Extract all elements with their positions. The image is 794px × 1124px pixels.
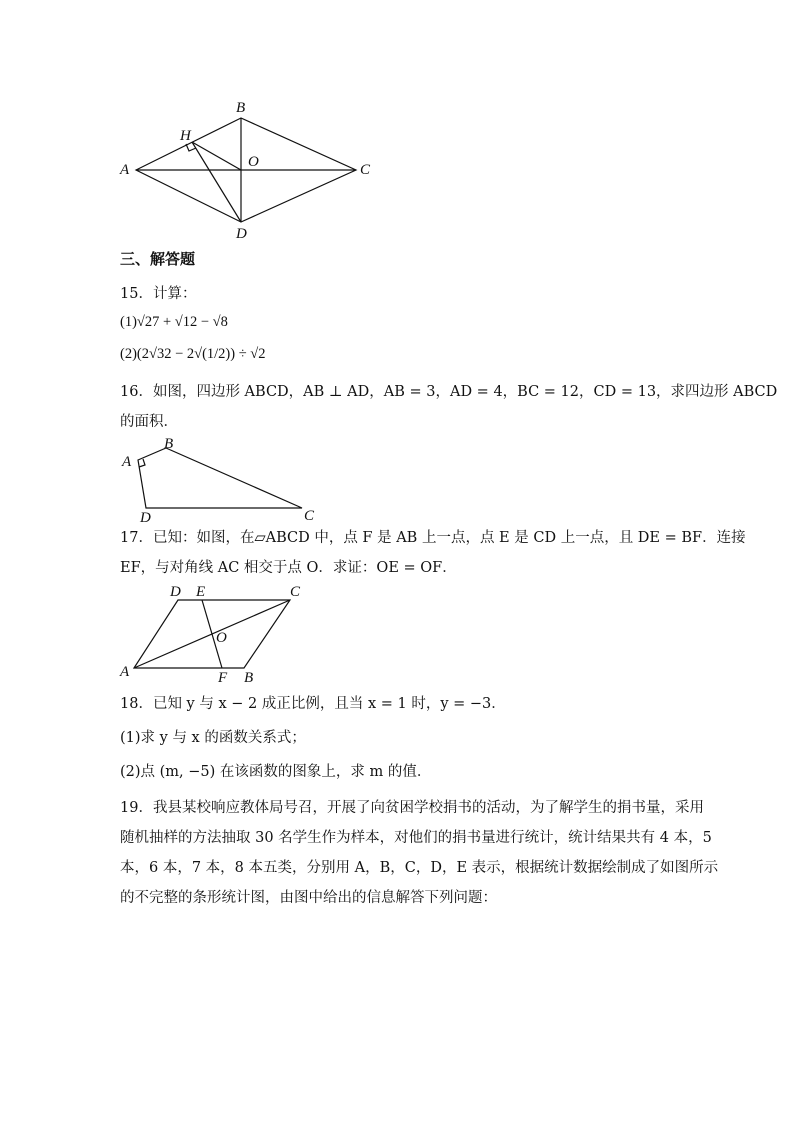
q16-line1: 16．如图，四边形 ABCD，AB ⊥ AD，AB = 3，AD = 4，BC = 12，CD = 13，求四边形 ABCD — [120, 384, 778, 400]
label-o: O — [248, 154, 259, 170]
label-b: B — [244, 670, 254, 684]
q15-stem: 15．计算： — [120, 286, 197, 302]
q19-line1: 19．我县某校响应教体局号召，开展了向贫困学校捐书的活动，为了解学生的捐书量，采用 — [120, 800, 704, 816]
label-f: F — [218, 670, 228, 684]
label-h: H — [180, 128, 191, 144]
label-c: C — [290, 584, 301, 600]
label-b: B — [236, 100, 246, 116]
segment-ho — [192, 142, 241, 170]
q18-part2: (2)点 (m, −5) 在该函数的图象上，求 m 的值． — [120, 764, 432, 780]
q17-line2: EF，与对角线 AC 相交于点 O．求证：OE = OF． — [120, 560, 457, 576]
q19-line2: 随机抽样的方法抽取 30 名学生作为样本，对他们的捐书量进行统计，统计结果共有 4 本，5 — [120, 830, 712, 846]
label-c: C — [360, 162, 371, 178]
section-heading: 三、解答题 — [120, 250, 196, 268]
parallelogram-figure — [118, 584, 318, 684]
label-o: O — [216, 630, 227, 646]
q18-part1: (1)求 y 与 x 的函数关系式； — [120, 730, 306, 746]
quadrilateral-outline — [138, 448, 302, 508]
label-b: B — [164, 436, 174, 452]
quadrilateral-figure — [116, 436, 326, 524]
rhombus-figure — [118, 96, 378, 242]
q16-line2: 的面积． — [120, 414, 178, 430]
q15-part2: (2)(2√32 − 2√(1/2)) ÷ √2 — [120, 346, 266, 362]
label-c: C — [304, 508, 315, 524]
q17-line1: 17．已知：如图，在▱ABCD 中，点 F 是 AB 上一点，点 E 是 CD 上一点，且 DE = BF．连接 — [120, 530, 746, 546]
label-d: D — [236, 226, 247, 242]
right-angle-mark-a — [139, 459, 145, 467]
q18-stem: 18．已知 y 与 x − 2 成正比例，且当 x = 1 时，y = −3． — [120, 696, 506, 712]
label-a: A — [120, 664, 130, 680]
q15-part1: (1)√27 + √12 − √8 — [120, 314, 228, 330]
q19-line3: 本，6 本，7 本，8 本五类，分别用 A，B，C，D，E 表示，根据统计数据绘制成了如图所示 — [120, 860, 719, 876]
label-d: D — [170, 584, 181, 600]
label-e: E — [196, 584, 206, 600]
q19-line4: 的不完整的条形统计图，由图中给出的信息解答下列问题： — [120, 890, 497, 906]
label-a: A — [122, 454, 132, 470]
label-d: D — [140, 510, 151, 524]
label-a: A — [120, 162, 130, 178]
